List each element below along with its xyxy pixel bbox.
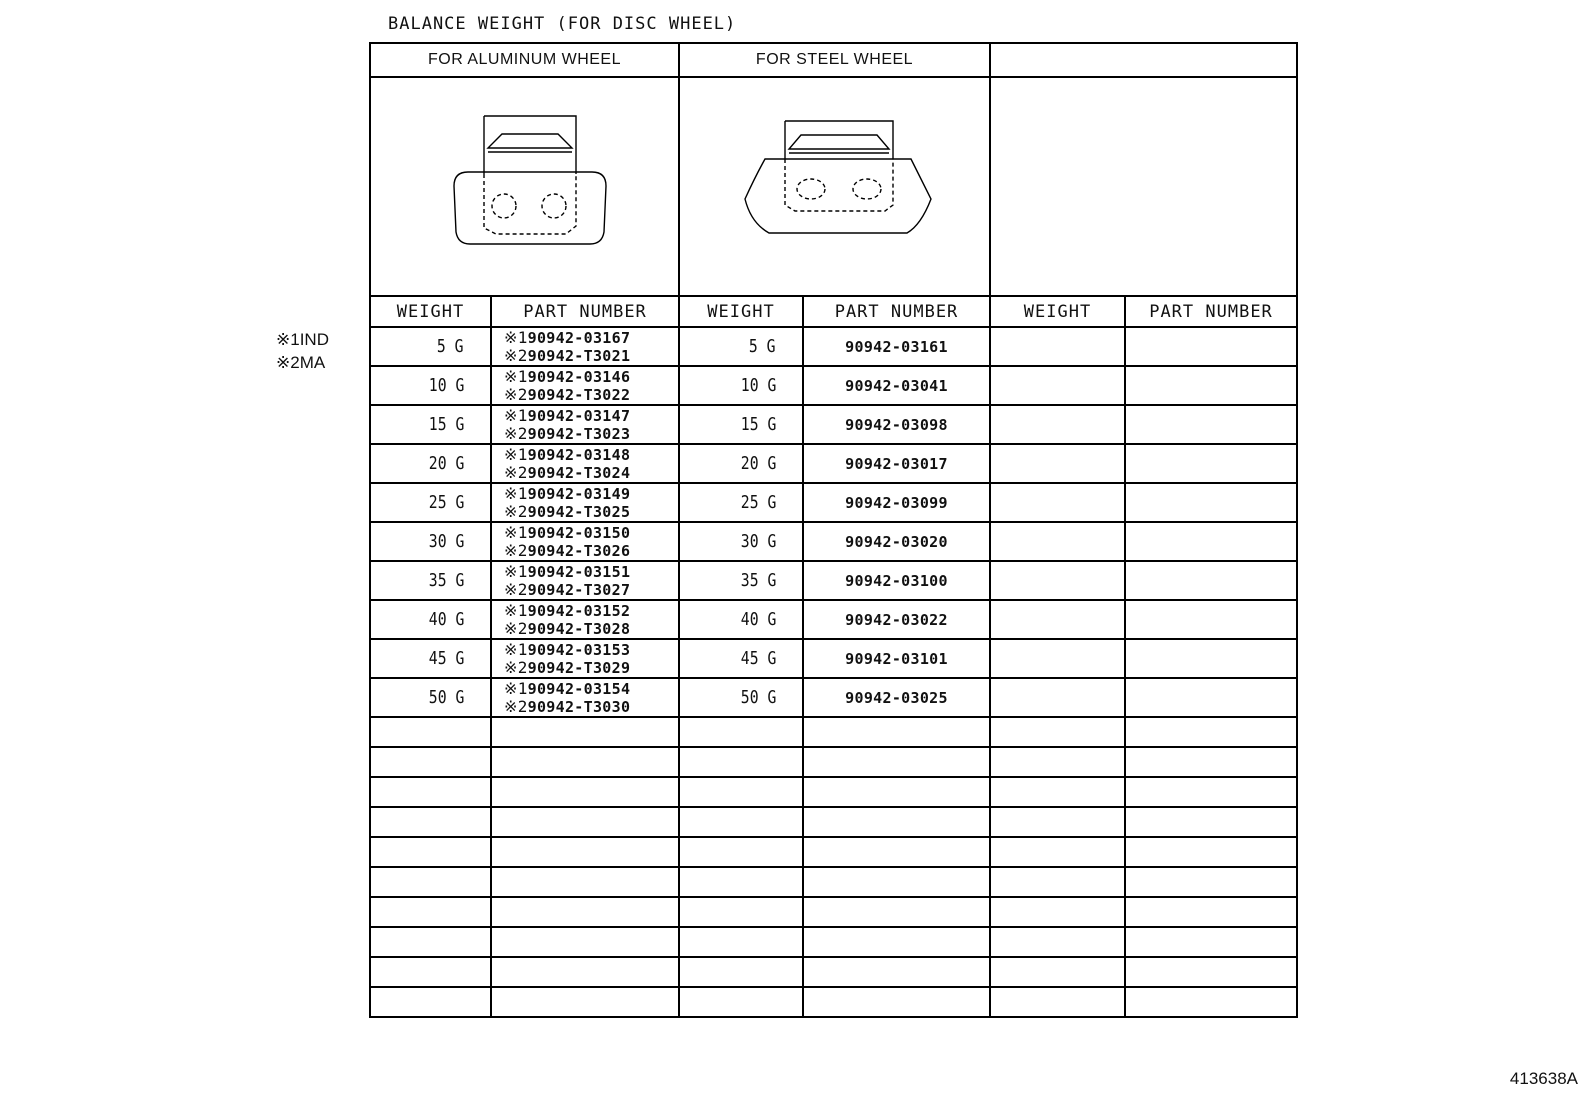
blank-part-number-cell — [1125, 366, 1297, 405]
steel-part-number-cell: 90942-03041 — [803, 366, 990, 405]
blank-weight-cell — [990, 366, 1125, 405]
empty-cell — [990, 927, 1125, 957]
empty-cell — [370, 717, 491, 747]
empty-table-row — [370, 717, 1297, 747]
steel-part-number-cell: 90942-03025 — [803, 678, 990, 717]
empty-cell — [370, 927, 491, 957]
steel-weight-cell: 45 G — [679, 639, 803, 678]
aluminum-part-number-cell — [491, 366, 679, 405]
empty-table-row — [370, 807, 1297, 837]
aluminum-weight-cell: 45 G — [370, 639, 491, 678]
empty-cell — [491, 837, 679, 867]
empty-cell — [990, 867, 1125, 897]
empty-cell — [803, 867, 990, 897]
page-title: BALANCE WEIGHT (FOR DISC WHEEL) — [388, 14, 737, 34]
group-header-steel: FOR STEEL WHEEL — [679, 43, 990, 77]
empty-table-row — [370, 777, 1297, 807]
column-header-weight: WEIGHT — [370, 296, 491, 327]
part-number-ma: ※290942-T3022 — [504, 384, 631, 404]
empty-cell — [1125, 837, 1297, 867]
blank-weight-cell — [990, 561, 1125, 600]
empty-cell — [1125, 957, 1297, 987]
empty-cell — [1125, 717, 1297, 747]
part-number-ind: ※190942-03152 — [504, 600, 631, 620]
empty-cell — [679, 717, 803, 747]
empty-cell — [679, 897, 803, 927]
aluminum-weight-cell: 50 G — [370, 678, 491, 717]
part-number-ma: ※290942-T3025 — [504, 501, 631, 521]
part-number-ma: ※290942-T3023 — [504, 423, 631, 443]
part-number-ind: ※190942-03149 — [504, 483, 631, 503]
empty-cell — [491, 927, 679, 957]
blank-part-number-cell — [1125, 522, 1297, 561]
aluminum-part-number-cell — [491, 444, 679, 483]
part-number-ind: ※190942-03150 — [504, 522, 631, 542]
empty-cell — [679, 807, 803, 837]
steel-part-number-cell: 90942-03017 — [803, 444, 990, 483]
empty-cell — [679, 777, 803, 807]
empty-cell — [803, 957, 990, 987]
empty-cell — [370, 957, 491, 987]
empty-table-row — [370, 927, 1297, 957]
aluminum-part-number-cell — [491, 678, 679, 717]
column-header-weight: WEIGHT — [679, 296, 803, 327]
empty-cell — [990, 717, 1125, 747]
aluminum-part-number-cell — [491, 561, 679, 600]
blank-part-number-cell — [1125, 327, 1297, 366]
empty-cell — [803, 927, 990, 957]
aluminum-part-number-cell — [491, 327, 679, 366]
steel-weight-cell: 35 G — [679, 561, 803, 600]
blank-part-number-cell — [1125, 561, 1297, 600]
aluminum-weight-cell: 40 G — [370, 600, 491, 639]
column-header-part-number: PART NUMBER — [1125, 296, 1297, 327]
table-row — [370, 405, 1297, 444]
steel-weight-cell: 30 G — [679, 522, 803, 561]
empty-cell — [803, 747, 990, 777]
blank-part-number-cell — [1125, 600, 1297, 639]
column-header-part-number: PART NUMBER — [491, 296, 679, 327]
empty-cell — [803, 897, 990, 927]
part-number-ind: ※190942-03146 — [504, 366, 631, 386]
steel-weight-cell: 10 G — [679, 366, 803, 405]
empty-cell — [679, 747, 803, 777]
empty-cell — [1125, 987, 1297, 1017]
empty-cell — [679, 927, 803, 957]
aluminum-weight-cell: 30 G — [370, 522, 491, 561]
empty-cell — [370, 777, 491, 807]
empty-cell — [990, 837, 1125, 867]
table-row — [370, 327, 1297, 366]
empty-table-row — [370, 837, 1297, 867]
aluminum-weight-cell: 10 G — [370, 366, 491, 405]
group-header-aluminum: FOR ALUMINUM WHEEL — [370, 43, 679, 77]
part-number-ind: ※190942-03148 — [504, 444, 631, 464]
column-header-weight: WEIGHT — [990, 296, 1125, 327]
part-number-ma: ※290942-T3024 — [504, 462, 631, 482]
steel-part-number-cell: 90942-03099 — [803, 483, 990, 522]
empty-cell — [491, 957, 679, 987]
steel-weight-illustration — [679, 77, 990, 296]
empty-cell — [803, 717, 990, 747]
aluminum-part-number-cell — [491, 522, 679, 561]
part-number-ma: ※290942-T3030 — [504, 696, 631, 716]
aluminum-weight-cell: 15 G — [370, 405, 491, 444]
aluminum-part-number-cell — [491, 639, 679, 678]
empty-cell — [370, 807, 491, 837]
empty-cell — [370, 837, 491, 867]
steel-weight-icon — [735, 119, 935, 249]
aluminum-weight-cell: 20 G — [370, 444, 491, 483]
table-row — [370, 444, 1297, 483]
table-row — [370, 678, 1297, 717]
empty-cell — [1125, 867, 1297, 897]
aluminum-part-number-cell — [491, 405, 679, 444]
empty-cell — [990, 747, 1125, 777]
steel-weight-cell: 25 G — [679, 483, 803, 522]
blank-weight-cell — [990, 444, 1125, 483]
column-header-part-number: PART NUMBER — [803, 296, 990, 327]
empty-cell — [1125, 897, 1297, 927]
aluminum-weight-icon — [440, 114, 610, 254]
legend — [276, 328, 329, 374]
steel-weight-cell: 40 G — [679, 600, 803, 639]
empty-cell — [491, 867, 679, 897]
empty-cell — [370, 867, 491, 897]
steel-weight-cell: 5 G — [679, 327, 803, 366]
part-number-ind: ※190942-03153 — [504, 639, 631, 659]
empty-cell — [491, 897, 679, 927]
blank-illustration — [990, 77, 1297, 296]
group-header-blank — [990, 43, 1297, 77]
empty-cell — [370, 747, 491, 777]
empty-cell — [803, 987, 990, 1017]
balance-weight-table — [369, 42, 1298, 1018]
empty-cell — [491, 717, 679, 747]
aluminum-weight-cell: 35 G — [370, 561, 491, 600]
figure-id: 413638A — [1509, 1069, 1578, 1088]
empty-cell — [370, 897, 491, 927]
part-number-ma: ※290942-T3029 — [504, 657, 631, 677]
blank-part-number-cell — [1125, 639, 1297, 678]
blank-part-number-cell — [1125, 678, 1297, 717]
steel-part-number-cell: 90942-03098 — [803, 405, 990, 444]
table-row — [370, 639, 1297, 678]
part-number-ma: ※290942-T3021 — [504, 345, 631, 365]
steel-part-number-cell: 90942-03020 — [803, 522, 990, 561]
empty-cell — [990, 897, 1125, 927]
blank-weight-cell — [990, 600, 1125, 639]
empty-cell — [679, 837, 803, 867]
table-row — [370, 366, 1297, 405]
empty-cell — [679, 957, 803, 987]
empty-cell — [990, 987, 1125, 1017]
legend-item: ※1IND — [276, 330, 329, 349]
empty-cell — [1125, 807, 1297, 837]
steel-part-number-cell: 90942-03161 — [803, 327, 990, 366]
aluminum-weight-illustration — [370, 77, 679, 296]
part-number-ind: ※190942-03167 — [504, 327, 631, 347]
empty-table-row — [370, 867, 1297, 897]
steel-weight-cell: 15 G — [679, 405, 803, 444]
blank-part-number-cell — [1125, 444, 1297, 483]
aluminum-part-number-cell — [491, 483, 679, 522]
table-row — [370, 600, 1297, 639]
steel-weight-cell: 20 G — [679, 444, 803, 483]
empty-cell — [990, 957, 1125, 987]
blank-weight-cell — [990, 327, 1125, 366]
empty-table-row — [370, 987, 1297, 1017]
empty-cell — [990, 777, 1125, 807]
empty-cell — [370, 987, 491, 1017]
part-number-ind: ※190942-03151 — [504, 561, 631, 581]
empty-table-row — [370, 957, 1297, 987]
part-number-ind: ※190942-03147 — [504, 405, 631, 425]
aluminum-weight-cell: 25 G — [370, 483, 491, 522]
empty-cell — [491, 987, 679, 1017]
empty-cell — [679, 867, 803, 897]
table-row — [370, 522, 1297, 561]
empty-cell — [803, 837, 990, 867]
steel-part-number-cell: 90942-03101 — [803, 639, 990, 678]
part-number-ma: ※290942-T3026 — [504, 540, 631, 560]
empty-cell — [1125, 927, 1297, 957]
empty-cell — [803, 777, 990, 807]
blank-weight-cell — [990, 405, 1125, 444]
empty-cell — [491, 777, 679, 807]
empty-cell — [491, 807, 679, 837]
table-row — [370, 483, 1297, 522]
table-row — [370, 561, 1297, 600]
aluminum-part-number-cell — [491, 600, 679, 639]
aluminum-weight-cell: 5 G — [370, 327, 491, 366]
steel-part-number-cell: 90942-03022 — [803, 600, 990, 639]
blank-weight-cell — [990, 678, 1125, 717]
steel-weight-cell: 50 G — [679, 678, 803, 717]
part-number-ind: ※190942-03154 — [504, 678, 631, 698]
empty-cell — [803, 807, 990, 837]
part-number-ma: ※290942-T3028 — [504, 618, 631, 638]
empty-cell — [1125, 777, 1297, 807]
empty-cell — [679, 987, 803, 1017]
blank-weight-cell — [990, 522, 1125, 561]
empty-cell — [491, 747, 679, 777]
blank-part-number-cell — [1125, 405, 1297, 444]
blank-weight-cell — [990, 639, 1125, 678]
steel-part-number-cell: 90942-03100 — [803, 561, 990, 600]
blank-part-number-cell — [1125, 483, 1297, 522]
empty-cell — [990, 807, 1125, 837]
empty-table-row — [370, 747, 1297, 777]
part-number-ma: ※290942-T3027 — [504, 579, 631, 599]
legend-item: ※2MA — [276, 353, 326, 372]
empty-table-row — [370, 897, 1297, 927]
blank-weight-cell — [990, 483, 1125, 522]
empty-cell — [1125, 747, 1297, 777]
